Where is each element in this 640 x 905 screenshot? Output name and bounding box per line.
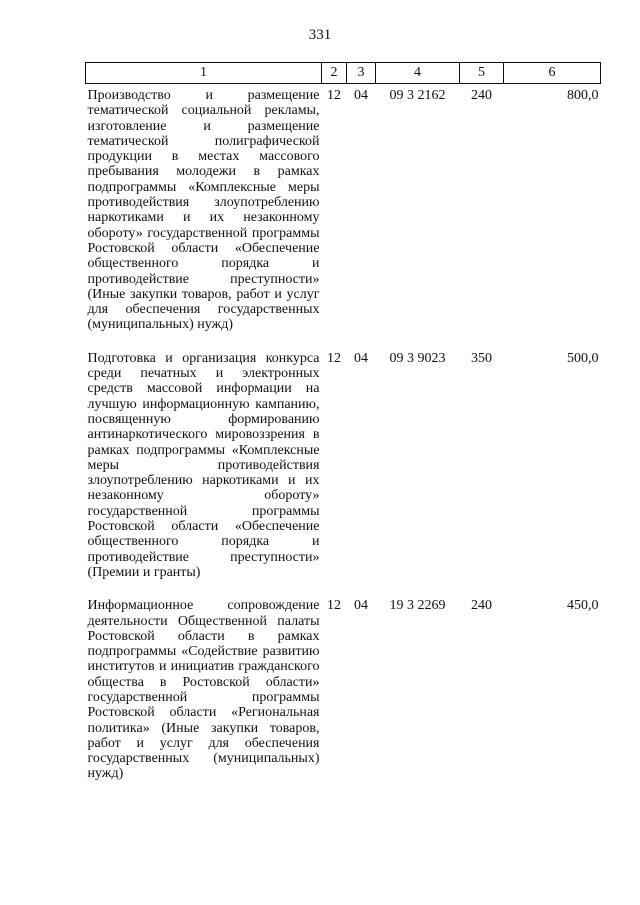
row-vr: 240 [471, 598, 492, 614]
column-header: 6 [504, 63, 601, 84]
row-razdel: 12 [327, 88, 341, 103]
table-row [86, 347, 601, 594]
column-header: 2 [322, 63, 347, 84]
row-podrazdel: 04 [354, 350, 368, 366]
column-header: 3 [347, 63, 376, 84]
column-header: 1 [86, 63, 322, 84]
row-csr: 19 3 2269 [389, 598, 446, 614]
row-razdel: 12 [327, 350, 341, 366]
row-csr: 09 3 9023 [389, 350, 446, 366]
row-vr: 350 [471, 350, 492, 366]
row-vr: 240 [471, 88, 492, 103]
row-amount: 500,0 [567, 350, 599, 366]
row-amount: 450,0 [567, 598, 599, 614]
row-csr: 09 3 2162 [389, 88, 446, 103]
row-razdel: 12 [327, 598, 341, 614]
row-description: Информационное сопровождение деятельности Общественной палаты Ростовской области в рамках подпрограммы «Содействие развитию институтов и инициатив гражданского общества в Ростовской области» государственной программы Ростовской области «Региональная политика» (Иные закупки товаров, работ и услуг для обеспечения государственных (муниципальных) нужд) [87, 598, 320, 782]
column-header: 4 [376, 63, 460, 84]
row-description: Производство и размещение тематической социальной рекламы, изготовление и размещение тематической полиграфической продукции в местах массового пребывания молодежи в рамках подпрограммы «Комплексные меры противодействия злоупотреблению наркотиками и их незаконному обороту» государственной программы Ростовской области «Обеспечение общественного порядка и противодействие преступности» (Иные закупки товаров, работ и услуг для обеспечения государственных (муниципальных) нужд) [87, 88, 320, 333]
row-description: Подготовка и организация конкурса среди печатных и электронных средств массовой информации на лучшую информационную кампанию, посвященную формированию антинаркотического мировоззрения в рамках подпрограммы «Комплексные меры противодействия злоупотреблению наркотиками и их незаконному обороту» государственной программы Ростовской области «Обеспечение общественного порядка и противодействие преступности» (Премии и гранты) [87, 350, 320, 580]
table-row [86, 594, 601, 796]
page-number: 331 [308, 27, 332, 43]
budget-table [85, 62, 601, 796]
table-row [86, 84, 601, 347]
row-podrazdel: 04 [354, 598, 368, 614]
column-header: 5 [460, 63, 504, 84]
row-amount: 800,0 [567, 88, 599, 103]
header-row [86, 63, 601, 84]
row-podrazdel: 04 [354, 88, 368, 103]
